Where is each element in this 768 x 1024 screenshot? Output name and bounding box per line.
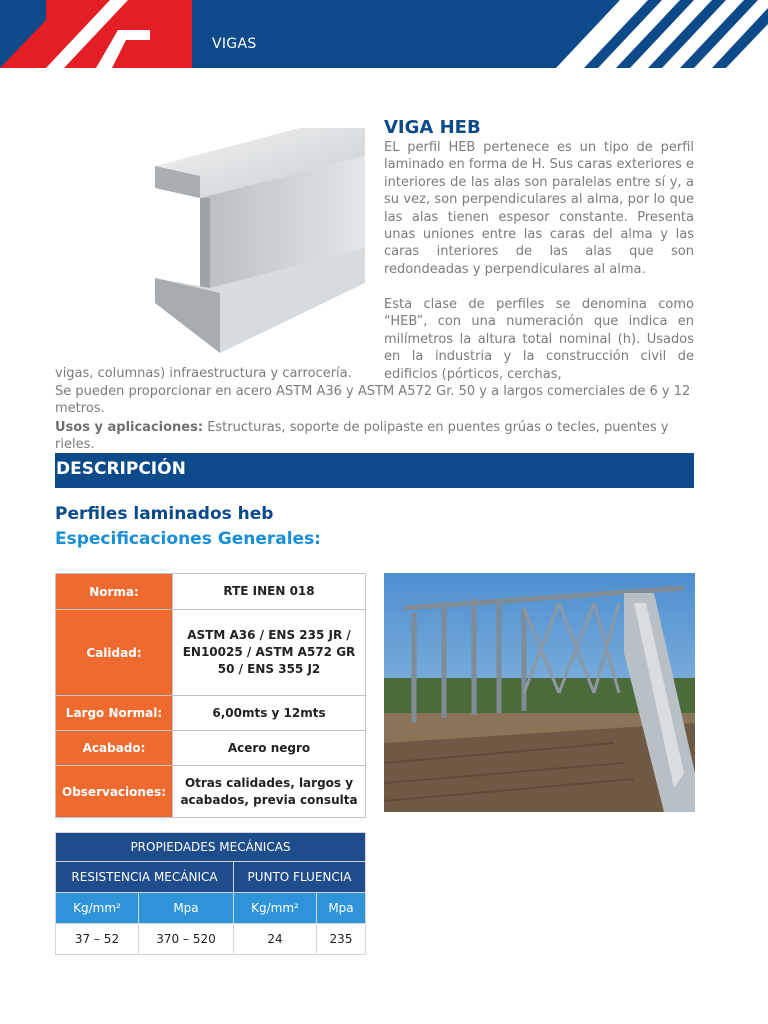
table-row: [56, 610, 366, 696]
mech-table-title: PROPIEDADES MECÁNICAS: [56, 833, 366, 862]
header-bar: [0, 0, 768, 68]
header-graphic: [0, 0, 768, 68]
mech-group-header: PUNTO FLUENCIA: [234, 862, 366, 893]
table-row: [56, 766, 366, 818]
mech-unit-header: Mpa: [317, 893, 366, 924]
mech-group-header: RESISTENCIA MECÁNICA: [56, 862, 234, 893]
intro-paragraph-2: Esta clase de perfiles se denomina como “HEB”, con una numeración que indica en milímetros la altura total nominal (h). Usados en la industria y la construcción civil de edificios (pórticos, cerchas,: [384, 297, 694, 382]
subtitle-profiles: Perfiles laminados heb: [55, 504, 274, 524]
heb-beam-photo: [60, 118, 365, 363]
intro-paragraph-1: EL perfil HEB pertenece es un tipo de perfil laminado en forma de H. Sus caras exteriores e interiores de las alas son paralelas entre sí y, a su vez, son perpendiculares al alma, por lo que las alas tienen espesor constante. Presenta unas uniones entre las caras del alma y las caras interiores de las alas que son redondeadas y perpendiculares al alma.: [384, 140, 694, 277]
table-row: [56, 924, 366, 955]
spec-value: Otras calidades, largos y acabados, previa consulta: [173, 766, 366, 818]
intro-paragraph-2-continued: vigas, columnas) infraestructura y carrocería.: [55, 366, 352, 381]
spec-label: Norma:: [56, 574, 173, 610]
mech-unit-header: Kg/mm²: [234, 893, 317, 924]
uses-text: Estructuras, soporte de polipaste en puentes grúas o tecles, puentes y rieles.: [55, 420, 669, 453]
spec-label: Calidad:: [56, 610, 173, 696]
table-row: [56, 862, 366, 893]
mech-value: 37 – 52: [56, 924, 139, 955]
spec-table: [55, 573, 366, 818]
intro-paragraph-3: Se pueden proporcionar en acero ASTM A36 y ASTM A572 Gr. 50 y a largos comerciales de 6 y 12 metros.: [55, 384, 691, 417]
spec-label: Observaciones:: [56, 766, 173, 818]
spec-value: RTE INEN 018: [173, 574, 366, 610]
table-row: [56, 696, 366, 731]
spec-value: Acero negro: [173, 731, 366, 766]
spec-value: ASTM A36 / ENS 235 JR / EN10025 / ASTM A572 GR 50 / ENS 355 J2: [173, 610, 366, 696]
mechanical-properties-table: [55, 832, 366, 955]
table-row: [56, 574, 366, 610]
uses-paragraph: [55, 419, 705, 454]
spec-value: 6,00mts y 12mts: [173, 696, 366, 731]
subtitle-specs: Especificaciones Generales:: [55, 529, 321, 549]
mech-value: 235: [317, 924, 366, 955]
mech-value: 24: [234, 924, 317, 955]
bridge-construction-photo: [384, 573, 695, 812]
product-title: VIGA HEB: [384, 117, 481, 138]
uses-label: Usos y aplicaciones:: [55, 420, 204, 435]
description-title: DESCRIPCIÓN: [56, 459, 186, 479]
table-row: [56, 731, 366, 766]
spec-label: Acabado:: [56, 731, 173, 766]
spec-label: Largo Normal:: [56, 696, 173, 731]
section-label: VIGAS: [212, 36, 257, 52]
table-row: [56, 893, 366, 924]
table-row: [56, 833, 366, 862]
mech-value: 370 – 520: [139, 924, 234, 955]
mech-unit-header: Mpa: [139, 893, 234, 924]
mech-unit-header: Kg/mm²: [56, 893, 139, 924]
